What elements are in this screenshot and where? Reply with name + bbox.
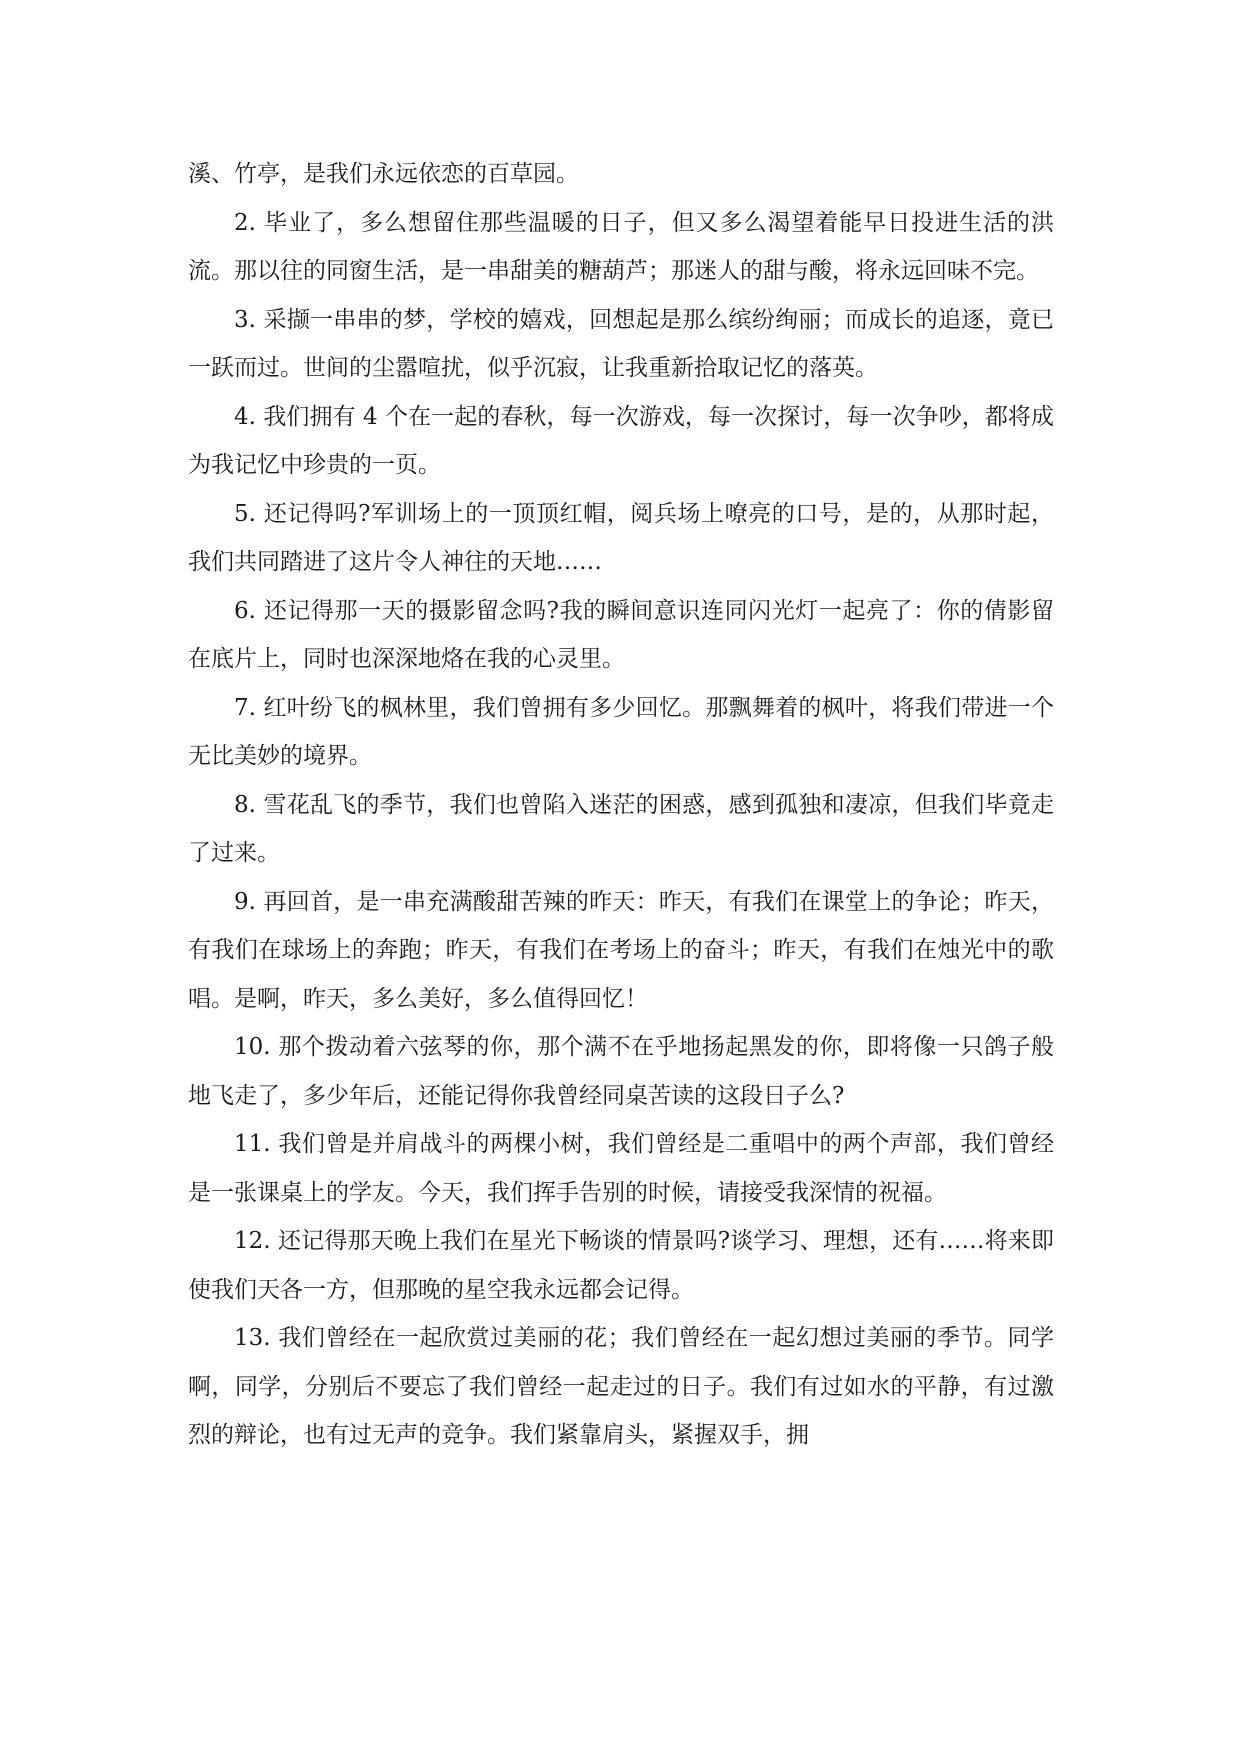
paragraph-8: 8. 雪花乱飞的季节，我们也曾陷入迷茫的困惑，感到孤独和凄凉，但我们毕竟走了过来。 [188,791,1054,866]
paragraph-2: 2. 毕业了，多么想留住那些温暖的日子，但又多么渴望着能早日投进生活的洪流。那以往的同窗生活，是一串甜美的糖葫芦；那迷人的甜与酸，将永远回味不完。 [188,209,1054,284]
paragraph-continuation: 溪、竹亭，是我们永远依恋的百草园。 [188,161,579,187]
paragraph-10: 10. 那个拨动着六弦琴的你，那个满不在乎地扬起黑发的你，即将像一只鸽子般地飞走了，多少年后，还能记得你我曾经同桌苦读的这段日子么? [188,1034,1054,1109]
paragraph-4: 4. 我们拥有 4 个在一起的春秋，每一次游戏，每一次探讨，每一次争吵，都将成为我记忆中珍贵的一页。 [188,403,1054,478]
paragraph-7: 7. 红叶纷飞的枫林里，我们曾拥有多少回忆。那飘舞着的枫叶，将我们带进一个无比美妙的境界。 [188,694,1054,769]
paragraph-11: 11. 我们曾是并肩战斗的两棵小树，我们曾经是二重唱中的两个声部，我们曾经是一张课桌上的学友。今天，我们挥手告别的时候，请接受我深情的祝福。 [188,1131,1054,1206]
document-body [188,150,1054,1460]
paragraph-12: 12. 还记得那天晚上我们在星光下畅谈的情景吗?谈学习、理想，还有……将来即使我们天各一方，但那晚的星空我永远都会记得。 [188,1228,1054,1303]
paragraph-5: 5. 还记得吗?军训场上的一顶顶红帽，阅兵场上嘹亮的口号，是的，从那时起，我们共同踏进了这片令人神往的天地…… [188,500,1054,575]
paragraph-3: 3. 采撷一串串的梦，学校的嬉戏，回想起是那么缤纷绚丽；而成长的追逐，竟已一跃而过。世间的尘嚣喧扰，似乎沉寂，让我重新拾取记忆的落英。 [188,306,1054,381]
paragraph-6: 6. 还记得那一天的摄影留念吗?我的瞬间意识连同闪光灯一起亮了：你的倩影留在底片上，同时也深深地烙在我的心灵里。 [188,597,1054,672]
paragraph-13: 13. 我们曾经在一起欣赏过美丽的花；我们曾经在一起幻想过美丽的季节。同学啊，同学，分别后不要忘了我们曾经一起走过的日子。我们有过如水的平静，有过激烈的辩论，也有过无声的竞争。我们紧靠肩头，紧握双手，拥 [188,1325,1054,1448]
paragraph-9: 9. 再回首，是一串充满酸甜苦辣的昨天：昨天，有我们在课堂上的争论；昨天，有我们在球场上的奔跑；昨天，有我们在考场上的奋斗；昨天，有我们在烛光中的歌唱。是啊，昨天，多么美好，多么值得回忆！ [188,888,1054,1012]
